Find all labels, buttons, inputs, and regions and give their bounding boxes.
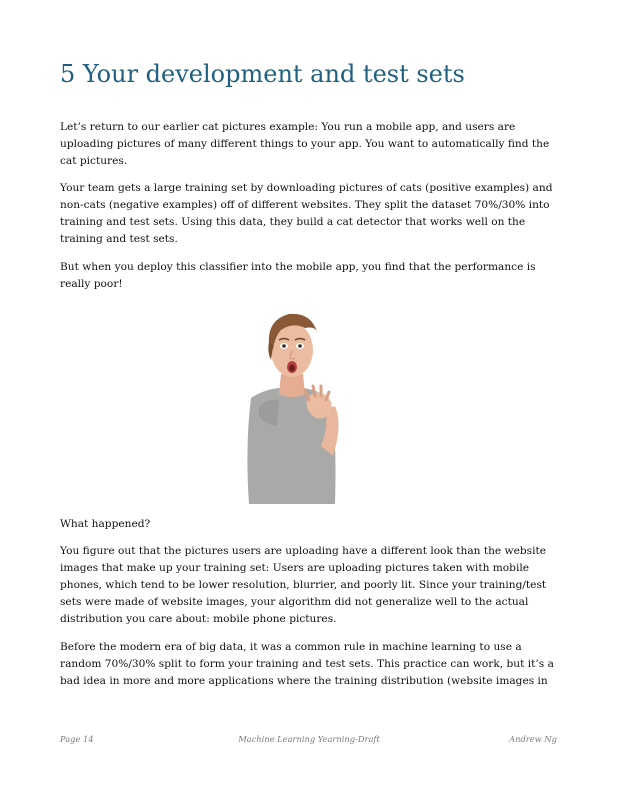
paragraph-training-set: Your team gets a large training set by downloading pictures of cats (positive examples) and non-cats (negative examples) off of different websites. They split the dataset 70%/30% into training and test sets. Using this data, they build a cat detector that works well on the training and test sets. xyxy=(60,182,553,245)
paragraph-question: What happened? xyxy=(60,518,151,530)
section-heading: 5 Your development and test sets xyxy=(60,60,465,88)
surprised-woman-illustration xyxy=(229,306,364,504)
paragraph-deploy: But when you deploy this classifier into the mobile app, you find that the performance is really poor! xyxy=(60,261,536,290)
footer-author: Andrew Ng xyxy=(509,734,557,744)
paragraph-explanation: You figure out that the pictures users are uploading have a different look than the website images that make up your training set: Users are uploading pictures taken with mobile phones, which tend to be lower resolution, blurrier, and poorly lit. Since your training/test sets were made of website images, your algorithm did not generalize well to the actual distribution you care about: mobile phone pictures. xyxy=(60,545,547,625)
footer-book-title: Machine Learning Yearning-Draft xyxy=(238,734,380,744)
surprised-woman-photo xyxy=(229,306,364,504)
footer-page-number: Page 14 xyxy=(60,734,94,744)
paragraph-big-data: Before the modern era of big data, it was a common rule in machine learning to use a random 70%/30% split to form your training and test sets. This practice can work, but it’s a bad idea in more and more applications where the training distribution (website images in xyxy=(60,641,554,687)
paragraph-intro: Let’s return to our earlier cat pictures example: You run a mobile app, and users are uploading pictures of many different things to your app. You want to automatically find the cat pictures. xyxy=(60,121,550,167)
